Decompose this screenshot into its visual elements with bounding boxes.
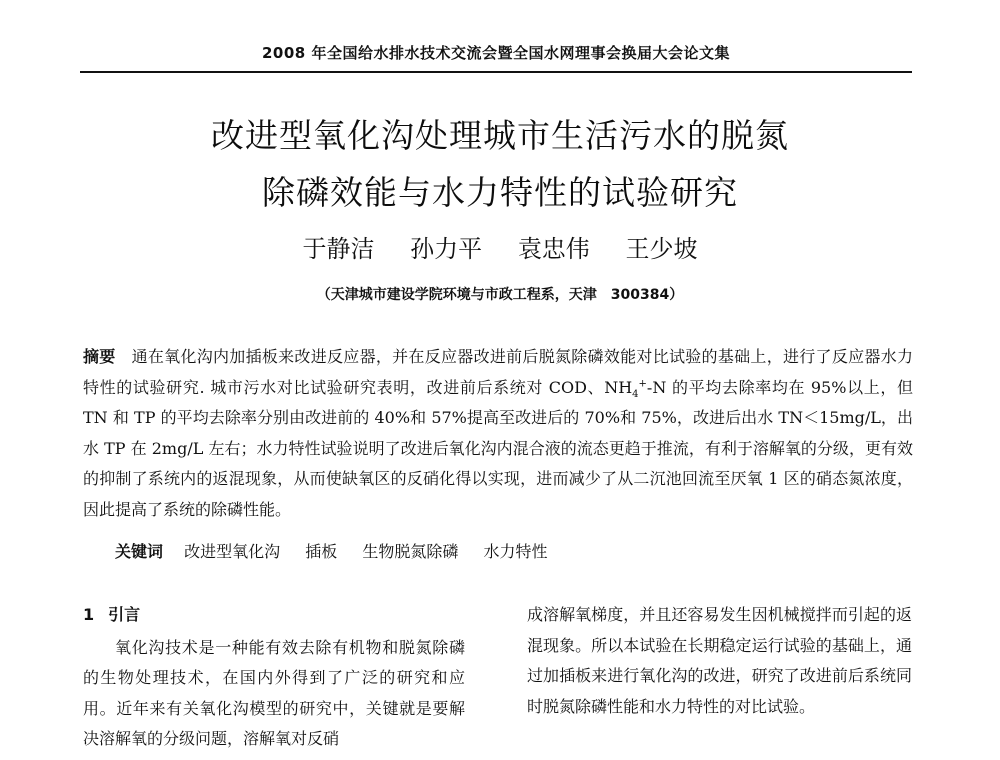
abstract-superscript: + xyxy=(638,378,647,390)
keyword: 生物脱氮除磷 xyxy=(362,542,459,561)
author-name: 王少坡 xyxy=(625,235,698,263)
keyword: 水力特性 xyxy=(483,542,548,561)
author-name: 于静洁 xyxy=(302,235,375,263)
body-column-right xyxy=(527,600,912,722)
header-rule xyxy=(80,71,912,73)
abstract xyxy=(83,342,913,526)
section-title: 引言 xyxy=(108,605,141,624)
abstract-label: 摘要 xyxy=(83,347,116,366)
section-number: 1 xyxy=(83,605,95,624)
affiliation: （天津城市建设学院环境与市政工程系，天津 300384） xyxy=(316,287,684,303)
author-name: 孙力平 xyxy=(410,235,483,263)
abstract-text-part2: -N 的平均去除率均在 95%以上，但 TN 和 TP 的平均去除率分别由改进前的 40%和 57%提高至改进后的 70%和 75%，改进后出水 TN＜15mg/L，出水 TP 在 2mg/L 左右；水力特性试验说明了改进后氧化沟内混合液的流态更趋于推流，有利于溶解氧的分级，更有效的抑制了系统内的返混现象，从而使缺氧区的反硝化得以实现，进而减少了从二沉池回流至厌氧 1 区的硝态氮浓度，因此提高了系统的除磷性能。 xyxy=(83,377,913,519)
section-heading xyxy=(83,600,465,631)
abstract-text-part1: 通在氧化沟内加插板来改进反应器，并在反应器改进前后脱氮除磷效能对比试验的基础上，进行了反应器水力特性的试验研究. 城市污水对比试验研究表明，改进前后系统对 COD、NH xyxy=(83,347,913,397)
author-list xyxy=(0,229,1000,264)
paper-title-line-2: 除磷效能与水力特性的试验研究 xyxy=(262,173,738,212)
body-column-left xyxy=(83,600,465,755)
author-name: 袁忠伟 xyxy=(517,235,590,263)
keyword: 插板 xyxy=(305,542,338,561)
keyword: 改进型氧化沟 xyxy=(184,542,281,561)
keywords xyxy=(115,539,915,562)
intro-paragraph: 氧化沟技术是一种能有效去除有机物和脱氮除磷的生物处理技术，在国内外得到了广泛的研究和应用。近年来有关氧化沟模型的研究中，关键就是要解决溶解氧的分级问题，溶解氧对反硝 xyxy=(83,637,465,749)
keywords-label: 关键词 xyxy=(115,542,164,561)
intro-paragraph-continued: 成溶解氧梯度，并且还容易发生因机械搅拌而引起的返混现象。所以本试验在长期稳定运行试验的基础上，通过加插板来进行氧化沟的改进，研究了改进前后系统同时脱氮除磷性能和水力特性的对比试验。 xyxy=(527,605,912,716)
paper-title-line-1: 改进型氧化沟处理城市生活污水的脱氮 xyxy=(211,116,789,155)
abstract-subscript: 4 xyxy=(632,388,639,400)
journal-header: 2008 年全国给水排水技术交流会暨全国水网理事会换届大会论文集 xyxy=(262,44,730,62)
